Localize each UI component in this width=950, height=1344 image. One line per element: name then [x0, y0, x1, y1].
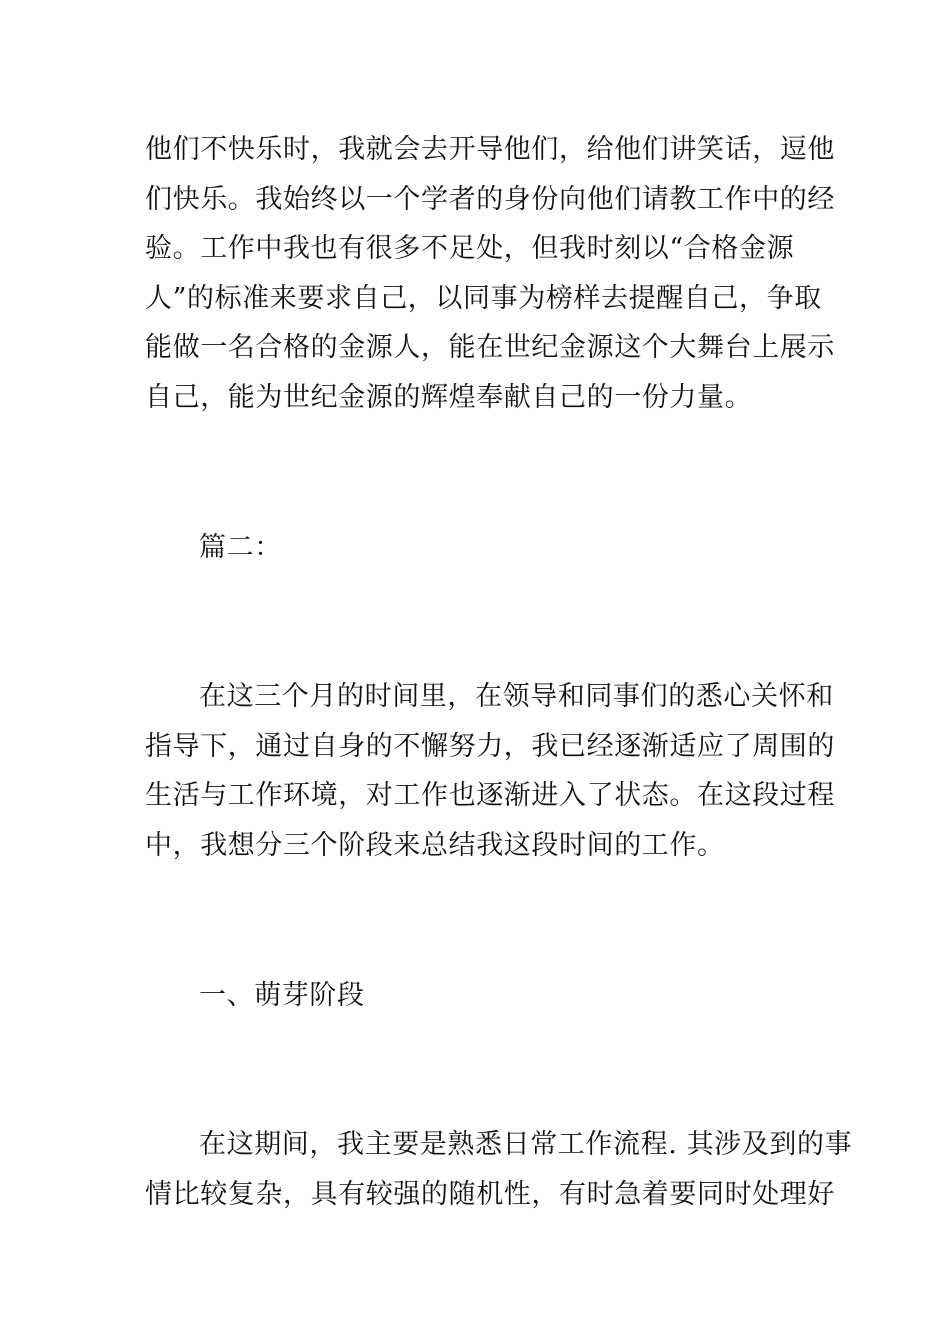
paragraph-line: 情比较复杂，具有较强的随机性，有时急着要同时处理好: [145, 1179, 835, 1210]
section-heading: 篇二：: [199, 532, 282, 563]
paragraph-line: 能做一名合格的金源人，能在世纪金源这个大舞台上展示: [145, 332, 835, 363]
paragraph-line: 指导下，通过自身的不懈努力，我已经逐渐适应了周围的: [145, 731, 835, 762]
paragraph-line: 在这期间，我主要是熟悉日常工作流程. 其涉及到的事: [199, 1129, 853, 1160]
paragraph-line: 中，我想分三个阶段来总结我这段时间的工作。: [145, 830, 725, 861]
paragraph-line: 自己，能为世纪金源的辉煌奉献自己的一份力量。: [145, 382, 753, 413]
paragraph-line: 验。工作中我也有很多不足处，但我时刻以“合格金源: [145, 233, 795, 264]
paragraph-line: 生活与工作环境，对工作也逐渐进入了状态。在这段过程: [145, 780, 835, 811]
paragraph-line: 在这三个月的时间里，在领导和同事们的悉心关怀和: [199, 681, 834, 712]
paragraph-line: 人”的标准来要求自己，以同事为榜样去提醒自己，争取: [145, 283, 822, 314]
section-heading: 一、萌芽阶段: [199, 980, 365, 1011]
paragraph-line: 们快乐。我始终以一个学者的身份向他们请教工作中的经: [145, 184, 835, 215]
paragraph-line: 他们不快乐时，我就会去开导他们，给他们讲笑话，逗他: [145, 134, 835, 165]
